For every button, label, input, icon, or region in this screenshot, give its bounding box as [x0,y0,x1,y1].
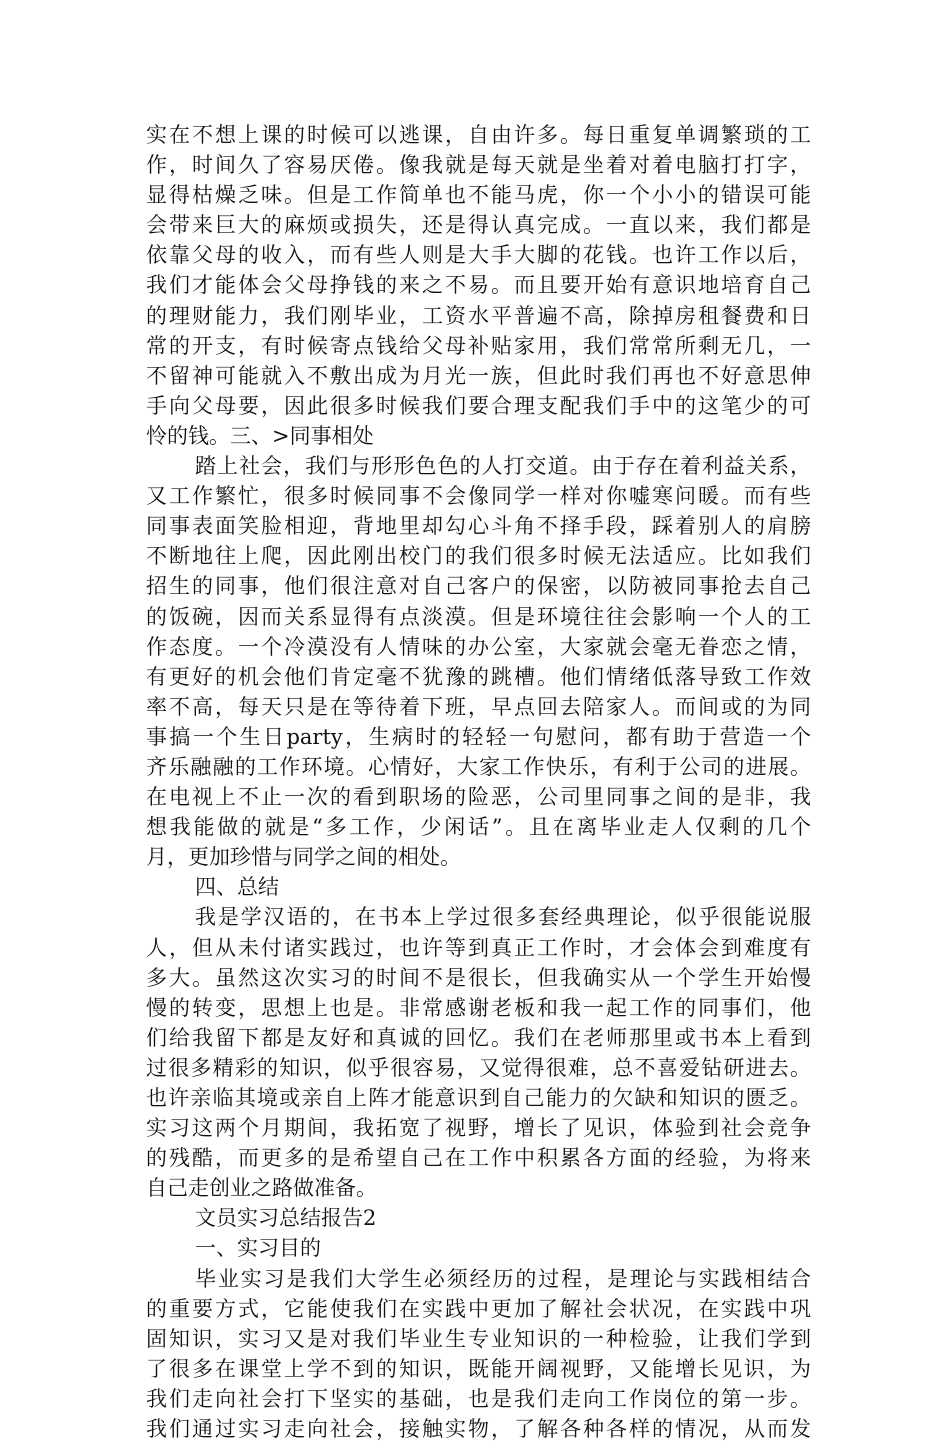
paragraph-end: 自己走创业之路做准备。 [146,1176,377,1201]
section-heading-purpose: 一、实习目的 [195,1236,321,1261]
text-line: 的饭碗，因而关系显得有点淡漠。但是环境往往会影响一个人的工 [146,604,811,629]
text-line: 招生的同事，他们很注意对自己客户的保密，以防被同事抢去自己 [146,574,811,599]
text-line: 实在不想上课的时候可以逃课，自由许多。每日重复单调繁琐的工 [146,123,811,147]
text-line: 在电视上不止一次的看到职场的险恶，公司里同事之间的是非，我 [146,785,811,810]
text-line: 我们走向社会打下坚实的基础，也是我们走向工作岗位的第一步。 [146,1386,811,1411]
text-line: 手向父母要，因此很多时候我们要合理支配我们手中的这笔少的可 [146,393,811,418]
paragraph-end: 月，更加珍惜与同学之间的相处。 [146,845,461,870]
text-line: 作，时间久了容易厌倦。像我就是每天就是坐着对着电脑打打字， [146,153,811,178]
text-line: 也许亲临其境或亲自上阵才能意识到自己能力的欠缺和知识的匮乏。 [146,1086,811,1110]
text-line: 们给我留下都是友好和真诚的回忆。我们在老师那里或书本上看到 [146,1025,811,1050]
text-line: 多大。虽然这次实习的时间不是很长，但我确实从一个学生开始慢 [146,965,811,990]
text-line: 不留神可能就入不敷出成为月光一族，但此时我们再也不好意思伸 [146,363,811,388]
text-line: 我们才能体会父母挣钱的来之不易。而且要开始有意识地培育自己 [146,273,811,298]
paragraph-start: 我是学汉语的，在书本上学过很多套经典理论，似乎很能说服 [195,905,811,930]
document-body [146,120,811,1444]
text-line: 固知识，实习又是对我们毕业生专业知识的一种检验，让我们学到 [146,1326,811,1351]
text-line: 想我能做的就是“多工作，少闲话”。且在离毕业走人仅剩的几个 [146,815,811,840]
text-line: 显得枯燥乏味。但是工作简单也不能马虎，你一个小小的错误可能 [146,183,811,208]
report-title: 文员实习总结报告2 [195,1206,377,1231]
text-line: 又工作繁忙，很多时候同事不会像同学一样对你嘘寒问暖。而有些 [146,484,811,509]
text-line: 事搞一个生日party，生病时的轻轻一句慰问，都有助于营造一个 [146,724,811,749]
text-line: 实习这两个月期间，我拓宽了视野，增长了见识，体验到社会竞争 [146,1116,811,1141]
text-line: 有更好的机会他们肯定毫不犹豫的跳槽。他们情绪低落导致工作效 [146,664,811,689]
text-line: 了很多在课堂上学不到的知识，既能开阔视野，又能增长见识，为 [146,1356,811,1381]
text-line: 的理财能力，我们刚毕业，工资水平普遍不高，除掉房租餐费和日 [146,303,811,328]
text-line: 慢的转变，思想上也是。非常感谢老板和我一起工作的同事们，他 [146,995,811,1020]
text-line: 人，但从未付诸实践过，也许等到真正工作时，才会体会到难度有 [146,935,811,960]
text-line: 作态度。一个冷漠没有人情味的办公室，大家就会毫无眷恋之情， [146,634,811,659]
section-heading-summary: 四、总结 [195,875,279,900]
text-line: 常的开支，有时候寄点钱给父母补贴家用，我们常常所剩无几，一 [146,333,811,358]
text-line: 依靠父母的收入，而有些人则是大手大脚的花钱。也许工作以后， [146,243,811,268]
text-line: 过很多精彩的知识，似乎很容易，又觉得很难，总不喜爱钻研进去。 [146,1055,811,1080]
text-line: 会带来巨大的麻烦或损失，还是得认真完成。一直以来，我们都是 [146,213,811,238]
text-line: 的残酷，而更多的是希望自己在工作中积累各方面的经验，为将来 [146,1146,811,1171]
section-heading-colleagues: 怜的钱。三、>同事相处 [146,423,374,448]
text-line: 齐乐融融的工作环境。心情好，大家工作快乐，有利于公司的进展。 [146,754,811,779]
paragraph-start: 毕业实习是我们大学生必须经历的过程，是理论与实践相结合 [195,1266,811,1291]
text-line: 率不高，每天只是在等待着下班，早点回去陪家人。而间或的为同 [146,694,811,719]
text-line: 的重要方式，它能使我们在实践中更加了解社会状况，在实践中巩 [146,1296,811,1321]
text-line: 同事表面笑脸相迎，背地里却勾心斗角不择手段，踩着别人的肩膀 [146,514,811,539]
text-line: 不断地往上爬，因此刚出校门的我们很多时候无法适应。比如我们 [146,544,811,569]
paragraph-start: 踏上社会，我们与形形色色的人打交道。由于存在着利益关系， [195,454,811,479]
text-line: 我们通过实习走向社会，接触实物，了解各种各样的情况，从而发 [146,1417,811,1442]
